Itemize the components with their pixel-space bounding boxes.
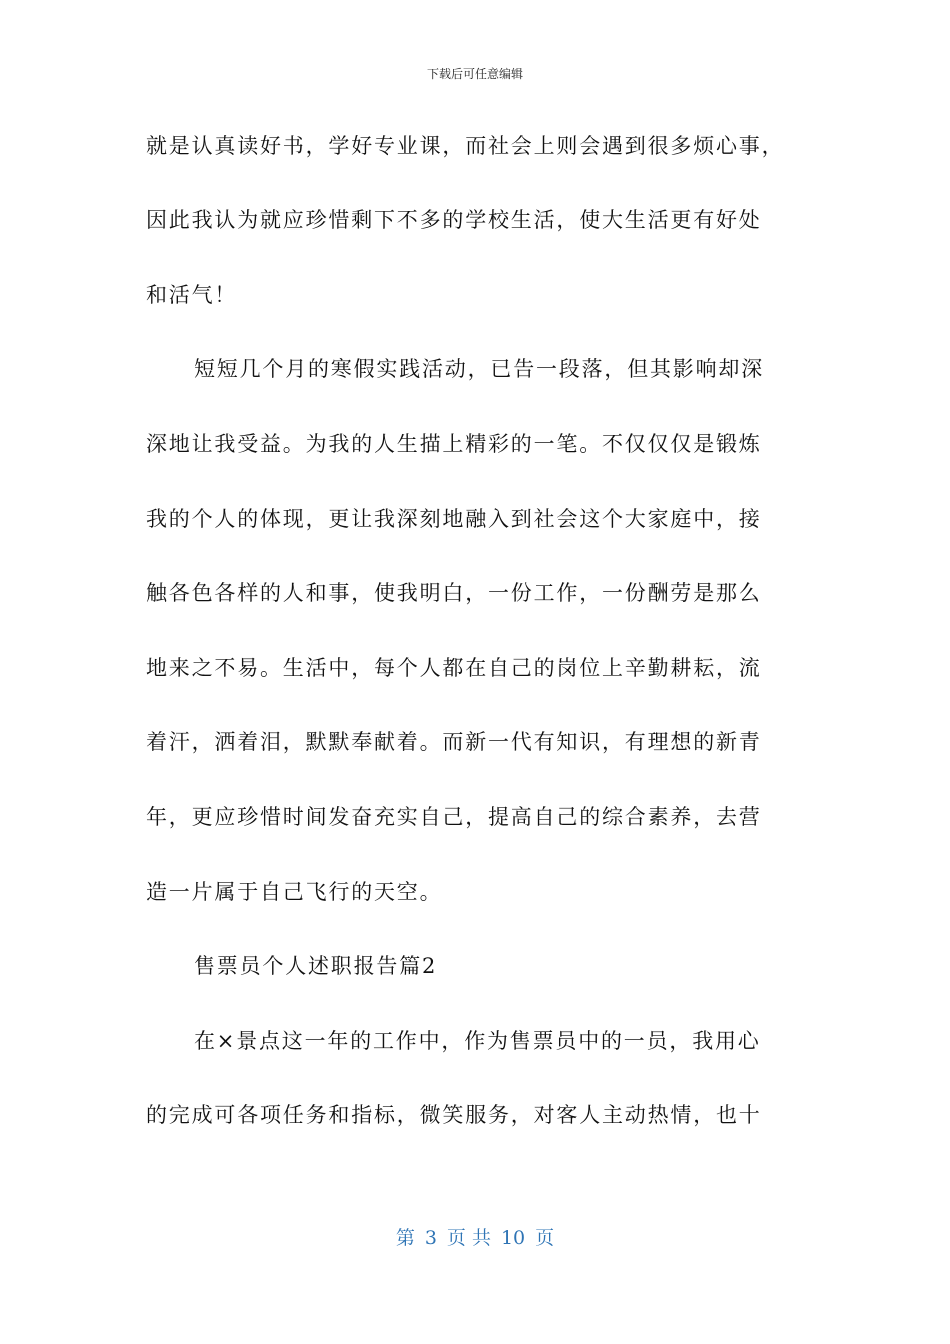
text-line: 触各色各样的人和事，使我明白，一份工作，一份酬劳是那么 <box>146 581 762 605</box>
text-line: 我的个人的体现，更让我深刻地融入到社会这个大家庭中，接 <box>146 507 762 531</box>
section-heading: 售票员个人述职报告篇2 <box>194 954 438 978</box>
page-header: 下载后可任意编辑 <box>426 67 523 81</box>
text-line: 和活气！ <box>146 283 238 307</box>
text-line: 着汗，洒着泪，默默奉献着。而新一代有知识，有理想的新青 <box>146 730 762 754</box>
text-line: 造一片属于自己飞行的天空。 <box>146 880 443 904</box>
footer-middle: 页 共 <box>446 1227 491 1249</box>
text-line: 地来之不易。生活中，每个人都在自己的岗位上辛勤耕耘，流 <box>146 656 762 680</box>
text-line: 的完成可各项任务和指标，微笑服务，对客人主动热情，也十 <box>146 1103 762 1127</box>
text-line: 短短几个月的寒假实践活动，已告一段落，但其影响却深 <box>194 357 764 381</box>
footer-total-pages: 10 <box>500 1227 526 1249</box>
text-line: 年，更应珍惜时间发奋充实自己，提高自己的综合素养，去营 <box>146 805 762 829</box>
text-line: 因此我认为就应珍惜剩下不多的学校生活，使大生活更有好处 <box>146 208 762 232</box>
footer-suffix: 页 <box>535 1227 555 1249</box>
footer-page-number: 3 <box>424 1227 437 1249</box>
text-line: 在×景点这一年的工作中，作为售票员中的一员，我用心 <box>194 1029 761 1053</box>
text-line: 就是认真读好书，学好专业课，而社会上则会遇到很多烦心事， <box>146 134 785 158</box>
page-footer <box>0 1226 950 1250</box>
text-line: 深地让我受益。为我的人生描上精彩的一笔。不仅仅仅是锻炼 <box>146 432 762 456</box>
footer-prefix: 第 <box>395 1227 415 1249</box>
